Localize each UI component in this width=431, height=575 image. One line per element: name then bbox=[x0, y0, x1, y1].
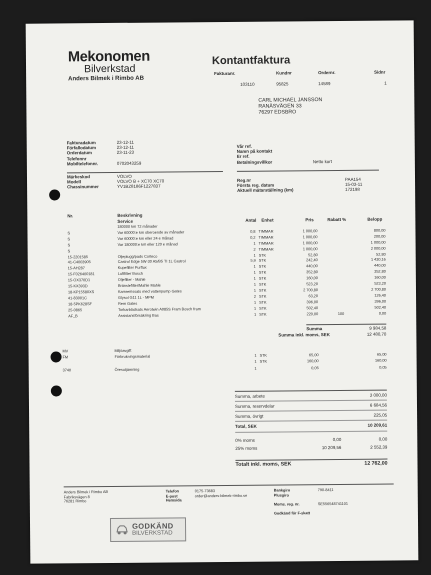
vat-reg-number: SE556548741101 bbox=[317, 501, 348, 506]
chassis-number: YV1BZ8186F1227837 bbox=[117, 183, 161, 190]
extra-item-description: Miljöavgift bbox=[114, 348, 132, 353]
customer-street: RANÄSVÄGEN 33 bbox=[258, 103, 302, 110]
extra-item-amount: 0,05 bbox=[379, 365, 387, 370]
line-item-amount: 1 430,16 bbox=[370, 257, 386, 263]
line-item-nr: S bbox=[67, 231, 71, 236]
label-first-reg-date: Första reg. datum bbox=[237, 182, 275, 189]
line-item-amount: 352,80 bbox=[374, 269, 386, 274]
line-item-price: 220,00 bbox=[306, 311, 319, 316]
label-make: Märkeskod bbox=[66, 174, 90, 180]
logo-main: Mekonomen bbox=[67, 48, 150, 66]
extra-item-description: Öresutjämning bbox=[114, 367, 140, 372]
punch-hole bbox=[51, 351, 62, 362]
company-name: Anders Bilmek i Rimbo AB bbox=[68, 75, 144, 83]
customer-number: 95825 bbox=[276, 81, 289, 87]
line-item-nr: 15-F026400181 bbox=[67, 272, 95, 277]
label-mobile: Mobiltelefonnr. bbox=[66, 160, 99, 167]
invoice-paper bbox=[26, 20, 419, 563]
grand-total-label: Totalt inkl. moms, SEK bbox=[235, 461, 292, 468]
divider bbox=[237, 170, 379, 172]
line-item-amount: 800,00 bbox=[373, 228, 386, 233]
line-item-description: Assistansförsäkring Bas bbox=[118, 313, 159, 318]
label-bankgiro: Bankgiro bbox=[273, 488, 291, 493]
line-item-nr: 41-83001C bbox=[68, 295, 87, 301]
col-header-nr: Nr. bbox=[67, 213, 74, 219]
reference-labels bbox=[237, 144, 273, 165]
vehicle-right-values bbox=[345, 177, 362, 193]
line-item-description: 180000 km 72 månader bbox=[117, 224, 158, 229]
line-item-price: 1 000,00 bbox=[302, 246, 318, 251]
line-item-nr: 15-OX370D1 bbox=[67, 278, 91, 283]
customer-name: CARL MICHAEL JANSSON bbox=[258, 97, 323, 104]
line-item-description: Glysol G11 1L - MPM bbox=[118, 295, 154, 300]
label-customer-number: Kundnr bbox=[276, 70, 292, 76]
badge-line2: BILVERKSTAD bbox=[132, 529, 173, 537]
line-item-nr: 41-C4003905 bbox=[67, 260, 91, 265]
line-item-qty: 1 bbox=[253, 288, 257, 293]
mobile: 0702043259 bbox=[116, 160, 142, 166]
totals-divider bbox=[235, 410, 387, 412]
vehicle-labels bbox=[67, 174, 99, 190]
totals-label: Summa, arbete bbox=[234, 393, 265, 399]
footer-phone: 0175-73683 bbox=[194, 489, 216, 494]
line-item-qty: 1 bbox=[253, 253, 256, 258]
dates-values bbox=[117, 140, 142, 166]
totals-mid-value: 10 209,56 bbox=[321, 444, 342, 451]
line-item-description: Castrol Edge 5W-30 A5/B5 TI 1L Castrol bbox=[117, 259, 186, 265]
footer-email-link[interactable]: order@anders-bilmek-rimbo.se bbox=[194, 493, 248, 498]
payment-terms: Netto kort bbox=[312, 158, 332, 164]
line-item-unit: TIMMAR bbox=[258, 229, 274, 234]
totals-value: 6 684,56 bbox=[369, 402, 388, 408]
label-plusgiro: Plusgiro bbox=[273, 493, 289, 498]
footer-bank-values bbox=[318, 488, 348, 507]
footer-divider bbox=[64, 484, 394, 488]
totals-label: Total, SEK bbox=[235, 423, 257, 429]
line-item-price: 52,80 bbox=[308, 252, 318, 257]
line-item-description: Var 60000:e km oberoende av månader bbox=[117, 230, 185, 235]
line-item-price: 63,20 bbox=[308, 293, 319, 299]
line-item-unit: STK bbox=[259, 312, 267, 317]
label-reg-number: Reg.nr bbox=[237, 177, 251, 183]
line-item-price: 396,00 bbox=[306, 299, 319, 304]
due-date: 23-12-11 bbox=[116, 144, 135, 151]
line-item-amount: 126,40 bbox=[374, 293, 387, 298]
badge-line1: GODKÄND bbox=[131, 520, 174, 531]
page-number: 1 bbox=[384, 80, 387, 86]
line-item-price: 352,80 bbox=[306, 270, 318, 275]
label-invoice-date: Fakturadatum bbox=[66, 140, 96, 146]
line-item-nr: 25-0865 bbox=[68, 307, 83, 312]
col-header-amount: Belopp bbox=[367, 216, 383, 222]
label-model: Modell bbox=[67, 179, 81, 185]
line-item-nr: 18-5PK628SF bbox=[68, 301, 92, 307]
label-page-number: Sidnr bbox=[374, 69, 386, 75]
line-item-unit: TIMMAR bbox=[258, 235, 274, 240]
vehicle-values bbox=[117, 174, 164, 190]
line-item-amount: 502,40 bbox=[374, 305, 387, 310]
line-item-qty: 0,2 bbox=[250, 235, 256, 240]
line-item-nr: AF_B bbox=[68, 313, 78, 318]
line-item-qty: 1 bbox=[253, 241, 256, 246]
subtotal-value: 9 984,58 bbox=[369, 325, 387, 331]
line-item-description: Luftfilter Bosch bbox=[117, 271, 143, 277]
dates-labels bbox=[67, 140, 98, 166]
label-phone: Telefonnr bbox=[66, 155, 87, 161]
line-item-qty: 2 bbox=[253, 247, 256, 252]
line-item-price: 2 700,80 bbox=[303, 288, 319, 293]
totals-value: 0,00 bbox=[378, 436, 388, 442]
company-logo bbox=[68, 50, 150, 76]
line-item-price: 242,40 bbox=[306, 258, 318, 263]
line-item-qty: 2 bbox=[253, 294, 257, 299]
punch-hole bbox=[49, 189, 60, 200]
first-reg-date: 15-03-11 bbox=[345, 181, 363, 188]
line-item-price: 1 000,00 bbox=[302, 229, 318, 234]
col-header-unit: Enhet bbox=[261, 217, 274, 223]
odometer: 172198 bbox=[345, 187, 360, 193]
line-item-unit: STK bbox=[258, 288, 267, 293]
extra-item-price: 65,00 bbox=[309, 353, 319, 358]
line-item-unit: TIMMAR bbox=[258, 241, 274, 246]
line-item-unit: STK bbox=[258, 282, 267, 287]
line-item-qty: 1 bbox=[253, 270, 256, 275]
line-item-unit: STK bbox=[258, 264, 267, 269]
line-item-qty: 0,8 bbox=[250, 229, 256, 234]
footer-city: 76281 Rimbo bbox=[63, 499, 87, 504]
label-contact-name: Namn på kontakt bbox=[236, 148, 273, 155]
totals-value: 2 552,39 bbox=[370, 444, 388, 450]
line-item-description: Kupefilter Purflux bbox=[117, 265, 147, 271]
line-item-unit: STK bbox=[258, 253, 267, 258]
line-item-price: 160,00 bbox=[306, 276, 318, 281]
line-item-amount: 1 000,00 bbox=[370, 240, 386, 245]
bankgiro: 790-8411 bbox=[317, 488, 334, 493]
line-item-discount: 100 bbox=[337, 311, 345, 316]
extra-item-qty: 1 bbox=[254, 359, 257, 364]
reg-number: PAA154 bbox=[345, 176, 361, 182]
label-order-date: Orderdatum bbox=[66, 150, 92, 156]
line-item-qty: 1 bbox=[254, 306, 257, 311]
line-item-unit: STK bbox=[259, 300, 267, 305]
line-item-qty: 1 bbox=[253, 265, 256, 270]
line-item-unit: TIMMAR bbox=[258, 247, 274, 252]
extra-item-unit: STK bbox=[259, 353, 267, 358]
label-footer-email: E-post bbox=[165, 493, 178, 499]
totals-label: 25% moms bbox=[235, 445, 258, 451]
label-invoice-number: Fakturanr. bbox=[214, 70, 236, 77]
line-item-qty: 1 bbox=[253, 276, 256, 281]
totals-mid-value: 0,00 bbox=[332, 436, 342, 443]
label-footer-phone: Telefon bbox=[165, 489, 179, 494]
footer-address bbox=[64, 490, 108, 504]
line-item-nr: 15-KX393D bbox=[67, 284, 88, 289]
line-item-description: Bränslefilter/Mahle Mahle bbox=[117, 283, 161, 288]
order-number: 14589 bbox=[318, 81, 331, 87]
line-item-description: Oljeplugg/pads Corteco bbox=[117, 254, 158, 259]
line-item-amount: 200,00 bbox=[373, 234, 386, 239]
line-item-nr: 15-AH287 bbox=[67, 266, 85, 271]
line-item-price: 1 000,00 bbox=[302, 240, 318, 245]
extra-item-qty: 1 bbox=[254, 366, 257, 371]
line-item-unit: STK bbox=[259, 306, 267, 311]
line-item-nr: S bbox=[67, 237, 71, 242]
label-footer-web: Hemsida bbox=[165, 498, 182, 503]
line-item-price: 502,40 bbox=[306, 305, 319, 310]
line-item-price: 440,00 bbox=[306, 264, 318, 269]
label-chassis: Chassinummer bbox=[67, 184, 99, 190]
extra-item-nr: FM bbox=[62, 355, 69, 360]
extra-item-unit: STK bbox=[259, 359, 268, 364]
totals-value: 3 000,00 bbox=[369, 392, 387, 398]
line-item-unit: STK bbox=[258, 270, 267, 275]
footer-contact-labels bbox=[166, 489, 182, 503]
line-item-nr: S bbox=[67, 248, 71, 253]
totals-value: 225,05 bbox=[373, 412, 388, 418]
col-header-description: Beskrivning bbox=[117, 212, 143, 218]
footer-bank-labels bbox=[274, 488, 310, 516]
footer-street: Fabriksvägen 8 bbox=[63, 494, 90, 499]
extra-item-description: Förbrukningsmaterial bbox=[114, 354, 151, 359]
footer-contact-values bbox=[195, 489, 247, 499]
footer-company: Anders Bilmek i Rimbo AB bbox=[63, 490, 109, 495]
line-item-amount: 160,00 bbox=[374, 275, 386, 280]
extra-item-price: 160,00 bbox=[306, 359, 319, 364]
line-item-nr: S bbox=[67, 243, 71, 248]
label-payment-terms: Betalningsvillkor bbox=[236, 159, 273, 165]
label-f-tax: Godkänd för F-skatt bbox=[273, 511, 311, 516]
extra-item-nr: 3740 bbox=[62, 368, 72, 373]
line-item-unit: STK bbox=[258, 259, 267, 264]
car-icon bbox=[115, 524, 129, 536]
col-header-qty: Antal bbox=[245, 217, 257, 223]
label-vat-reg: Moms. reg. nr. bbox=[273, 502, 300, 507]
col-header-discount: Rabatt % bbox=[327, 216, 347, 223]
line-item-description: Var 60000:e km eller 24 e månad bbox=[117, 236, 174, 241]
totals-label: Summa, övrigt bbox=[235, 413, 264, 419]
order-date: 23-11-23 bbox=[116, 150, 135, 156]
punch-hole bbox=[51, 385, 62, 396]
label-odometer: Aktuell mätarställning (km) bbox=[237, 187, 294, 194]
make: VOLVO bbox=[116, 173, 132, 179]
customer-city: 76297 EDSBRO bbox=[258, 109, 297, 116]
line-item-qty: 1 bbox=[253, 282, 256, 287]
section-title: Service bbox=[117, 218, 134, 224]
line-item-qty: 5,9 bbox=[250, 259, 256, 264]
line-item-price: 523,20 bbox=[306, 282, 318, 287]
line-item-unit: STK bbox=[259, 294, 267, 299]
extra-item-amount: 65,00 bbox=[377, 352, 387, 357]
subtotal-vat-value: 12 480,70 bbox=[366, 331, 387, 337]
totals-label: Summa, reservdelar bbox=[234, 403, 275, 409]
vehicle-right-labels bbox=[237, 177, 293, 193]
line-item-amount: 396,00 bbox=[374, 299, 387, 304]
totals-divider bbox=[235, 400, 387, 402]
line-item-amount: 2 700,80 bbox=[371, 287, 387, 292]
line-item-nr: 15-2201585 bbox=[67, 254, 88, 259]
subtotal-vat-label: Summa inkl. moms, SEK bbox=[278, 332, 330, 338]
line-item-amount: 440,00 bbox=[374, 263, 386, 268]
model: VOLVO B + XC70 XC70 bbox=[117, 178, 165, 185]
totals-label: 0% moms bbox=[235, 437, 255, 443]
line-item-amount: 52,80 bbox=[376, 252, 386, 257]
invoice-number: 103110 bbox=[240, 81, 255, 87]
line-item-qty: 1 bbox=[253, 300, 257, 305]
extra-item-amount: 160,00 bbox=[374, 358, 387, 363]
divider bbox=[235, 390, 387, 392]
logo-sub: Bilverkstad bbox=[83, 62, 136, 76]
subtotal-label: Summa bbox=[306, 326, 323, 332]
document-title: Kontantfaktura bbox=[211, 54, 291, 68]
line-item-amount: 0,00 bbox=[378, 311, 387, 316]
customer-address bbox=[258, 97, 322, 116]
line-item-price: 1 000,00 bbox=[302, 234, 318, 240]
line-item-description: Var 180000:e km eller 120 e månad bbox=[117, 242, 178, 247]
line-item-description: Rem Gates bbox=[118, 301, 138, 306]
godkand-bilverkstad-badge bbox=[110, 517, 186, 542]
label-order-number: Ordernr. bbox=[318, 70, 336, 76]
totals-divider bbox=[235, 431, 387, 433]
line-item-description: Oljefilter - Mahle bbox=[117, 277, 146, 283]
grand-total-value: 12 762,00 bbox=[364, 460, 388, 467]
line-item-unit: STK bbox=[258, 276, 267, 281]
line-item-description: Torkarbladsats Aerotwin A085S Fram Bosch fram bbox=[118, 306, 201, 312]
extra-item-price: 0,05 bbox=[311, 366, 319, 371]
col-header-price: Pris bbox=[305, 217, 314, 223]
label-your-ref: Er ref. bbox=[236, 154, 250, 160]
totals-value: 10 209,61 bbox=[367, 422, 388, 428]
line-item-nr: 18-KP15580XS bbox=[67, 290, 95, 295]
extra-item-nr: MV bbox=[62, 349, 69, 354]
extra-item-qty: 1 bbox=[254, 353, 257, 358]
label-our-ref: Vår ref. bbox=[236, 143, 252, 149]
line-item-qty: 1 bbox=[254, 312, 257, 317]
line-item-amount: 2 000,00 bbox=[370, 246, 386, 251]
invoice-date: 23-12-11 bbox=[116, 139, 134, 145]
line-item-description: Kamremssats med vattenpump Gates bbox=[117, 289, 182, 294]
label-due-date: Förfallodatum bbox=[66, 145, 97, 151]
totals-divider bbox=[235, 420, 387, 422]
line-item-amount: 523,20 bbox=[374, 281, 386, 286]
